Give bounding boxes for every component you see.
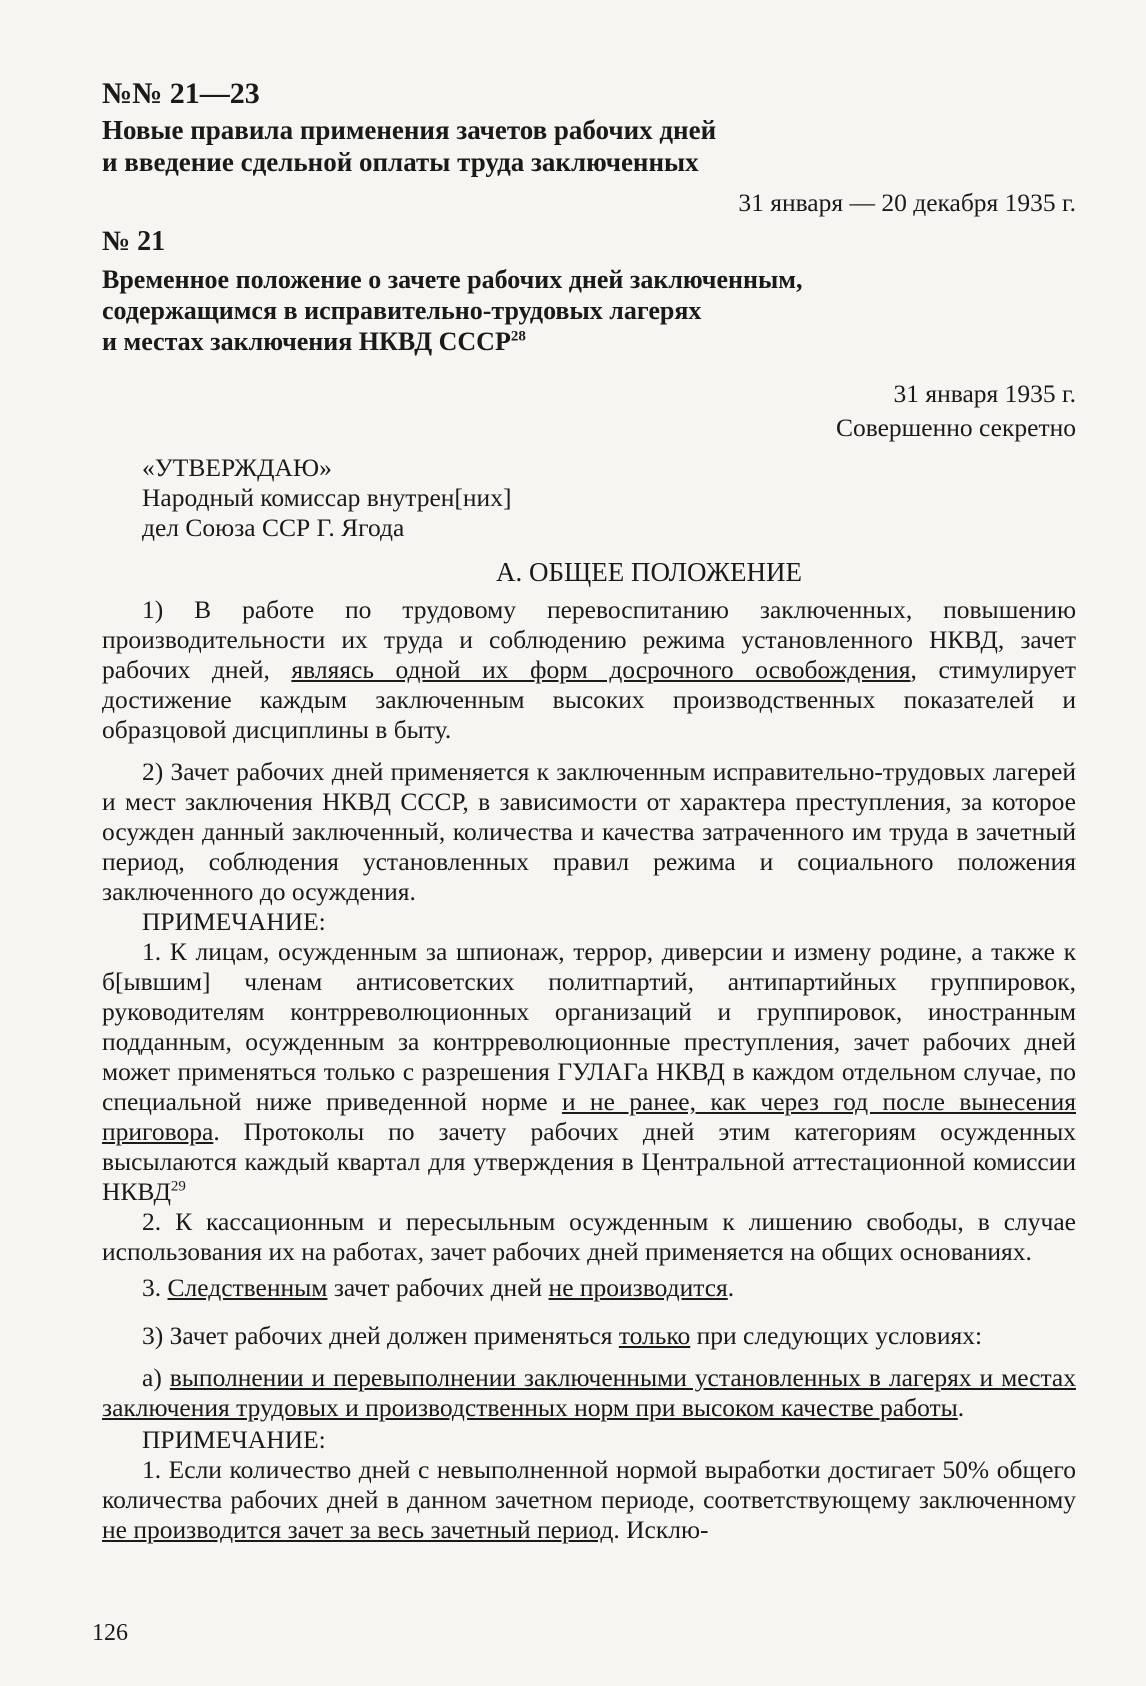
collection-numbers: №№ 21—23 xyxy=(102,77,260,110)
note-2: 2. К кассационным и пересыльным осужденным к лишению свободы, в случае использования их на работах, зачет рабочих дней применяется на общих основаниях. xyxy=(102,1207,1076,1266)
note-1-text-a: 1. К лицам, осужденным за шпионаж, террор, диверсии и измену родине, а также к б[ывшим] членам антисоветских политпартий, антипартийных группировок, руководителям контрреволюционных организаций и группировок, иностранным подданным, осужденным за контрреволюционные преступления, зачет рабочих дней может применяться только с разрешения ГУЛАГа НКВД в каждом отдельном случае, по специальной ниже приведенной норме xyxy=(102,937,1076,1116)
paragraph-3-underlined: только xyxy=(618,1321,691,1350)
document-title xyxy=(102,264,1076,357)
collection-date-range: 31 января — 20 декабря 1935 г. xyxy=(738,188,1076,217)
note-label-1: ПРИМЕЧАНИЕ: xyxy=(142,907,326,936)
footnote-ref-28: 28 xyxy=(510,328,526,345)
document-number: № 21 xyxy=(102,226,166,257)
note-3 xyxy=(102,1273,1076,1303)
note-1-text-b: . Протоколы по зачету рабочих дней этим категориям осужденных высылаются каждый квартал для утверждения в Центральной аттестационной комиссии НКВД xyxy=(102,1117,1076,1206)
paragraph-3-text-b: при следующих условиях: xyxy=(690,1321,983,1350)
paragraph-3a-text-a: а) xyxy=(142,1363,170,1392)
note-final xyxy=(102,1455,1076,1545)
note-final-underlined: не производится зачет за весь зачетный период xyxy=(102,1515,614,1544)
paragraph-1 xyxy=(102,595,1076,745)
document-title-line-2: содержащимся в исправительно-трудовых лагерях xyxy=(102,296,702,325)
paragraph-1-text-a: 1) В работе по трудовому перевоспитанию заключенных, повышению производительности их труда и соблюдению режима установленного НКВД, зачет рабочих дней, xyxy=(102,595,1076,684)
document-title-line-3 xyxy=(102,326,1076,357)
note-3-text-c: . xyxy=(727,1273,735,1302)
note-1 xyxy=(102,937,1076,1207)
note-3-underlined-1: Следственным xyxy=(167,1273,328,1302)
section-heading-a: А. ОБЩЕЕ ПОЛОЖЕНИЕ xyxy=(496,557,802,587)
approval-block xyxy=(102,453,1076,543)
footnote-ref-29: 29 xyxy=(170,1178,186,1195)
paragraph-3a-underlined: выполнении и перевыполнении заключенными установленных в лагерях и местах заключения трудовых и производственных норм при высоком качестве работы xyxy=(102,1363,1076,1422)
paragraph-3 xyxy=(102,1321,1076,1351)
collection-title-line-1: Новые правила применения зачетов рабочих дней xyxy=(102,115,717,145)
approval-line-1: «УТВЕРЖДАЮ» xyxy=(142,453,332,482)
document-title-line-3-text: и местах заключения НКВД СССР xyxy=(102,327,511,356)
page-number: 126 xyxy=(92,1620,128,1646)
note-label-2: ПРИМЕЧАНИЕ: xyxy=(142,1425,326,1454)
approval-line-3: дел Союза ССР Г. Ягода xyxy=(142,513,405,542)
note-3-text-a: 3. xyxy=(142,1273,168,1302)
document-title-line-1: Временное положение о зачете рабочих дней заключенным, xyxy=(102,265,803,294)
note-3-underlined-2: не производится xyxy=(548,1273,728,1302)
classification-stamp: Совершенно секретно xyxy=(835,413,1076,442)
collection-title xyxy=(102,114,1076,178)
approval-line-2: Народный комиссар внутрен[них] xyxy=(142,483,512,512)
paragraph-1-text-b: , стимулирует достижение каждым заключенным высоких производственных показателей и образцовой дисциплины в быту. xyxy=(102,655,1076,744)
note-final-text-a: 1. Если количество дней с невыполненной нормой выработки достигает 50% общего количества рабочих дней в данном зачетном периоде, соответствующему заключенному xyxy=(102,1455,1076,1514)
paragraph-1-underlined: являясь одной их форм досрочного освобождения xyxy=(291,655,911,684)
collection-title-line-2: и введение сдельной оплаты труда заключенных xyxy=(102,147,699,177)
paragraph-3-text-a: 3) Зачет рабочих дней должен применяться xyxy=(142,1321,619,1350)
note-3-text-b: зачет рабочих дней xyxy=(327,1273,549,1302)
note-1-underlined: и не ранее, как через год после вынесения приговора xyxy=(102,1087,1076,1146)
document-date: 31 января 1935 г. xyxy=(893,379,1076,408)
note-final-text-b: . Исклю- xyxy=(613,1515,709,1544)
paragraph-2: 2) Зачет рабочих дней применяется к заключенным исправительно-трудовых лагерей и мест заключения НКВД СССР, в зависимости от характера преступления, за которое осужден данный заключенный, количества и качества затраченного им труда в зачетный период, соблюдения установленных правил режима и социального положения заключенного до осуждения. xyxy=(102,757,1076,906)
paragraph-3a xyxy=(102,1363,1076,1423)
paragraph-3a-text-b: . xyxy=(957,1393,965,1422)
